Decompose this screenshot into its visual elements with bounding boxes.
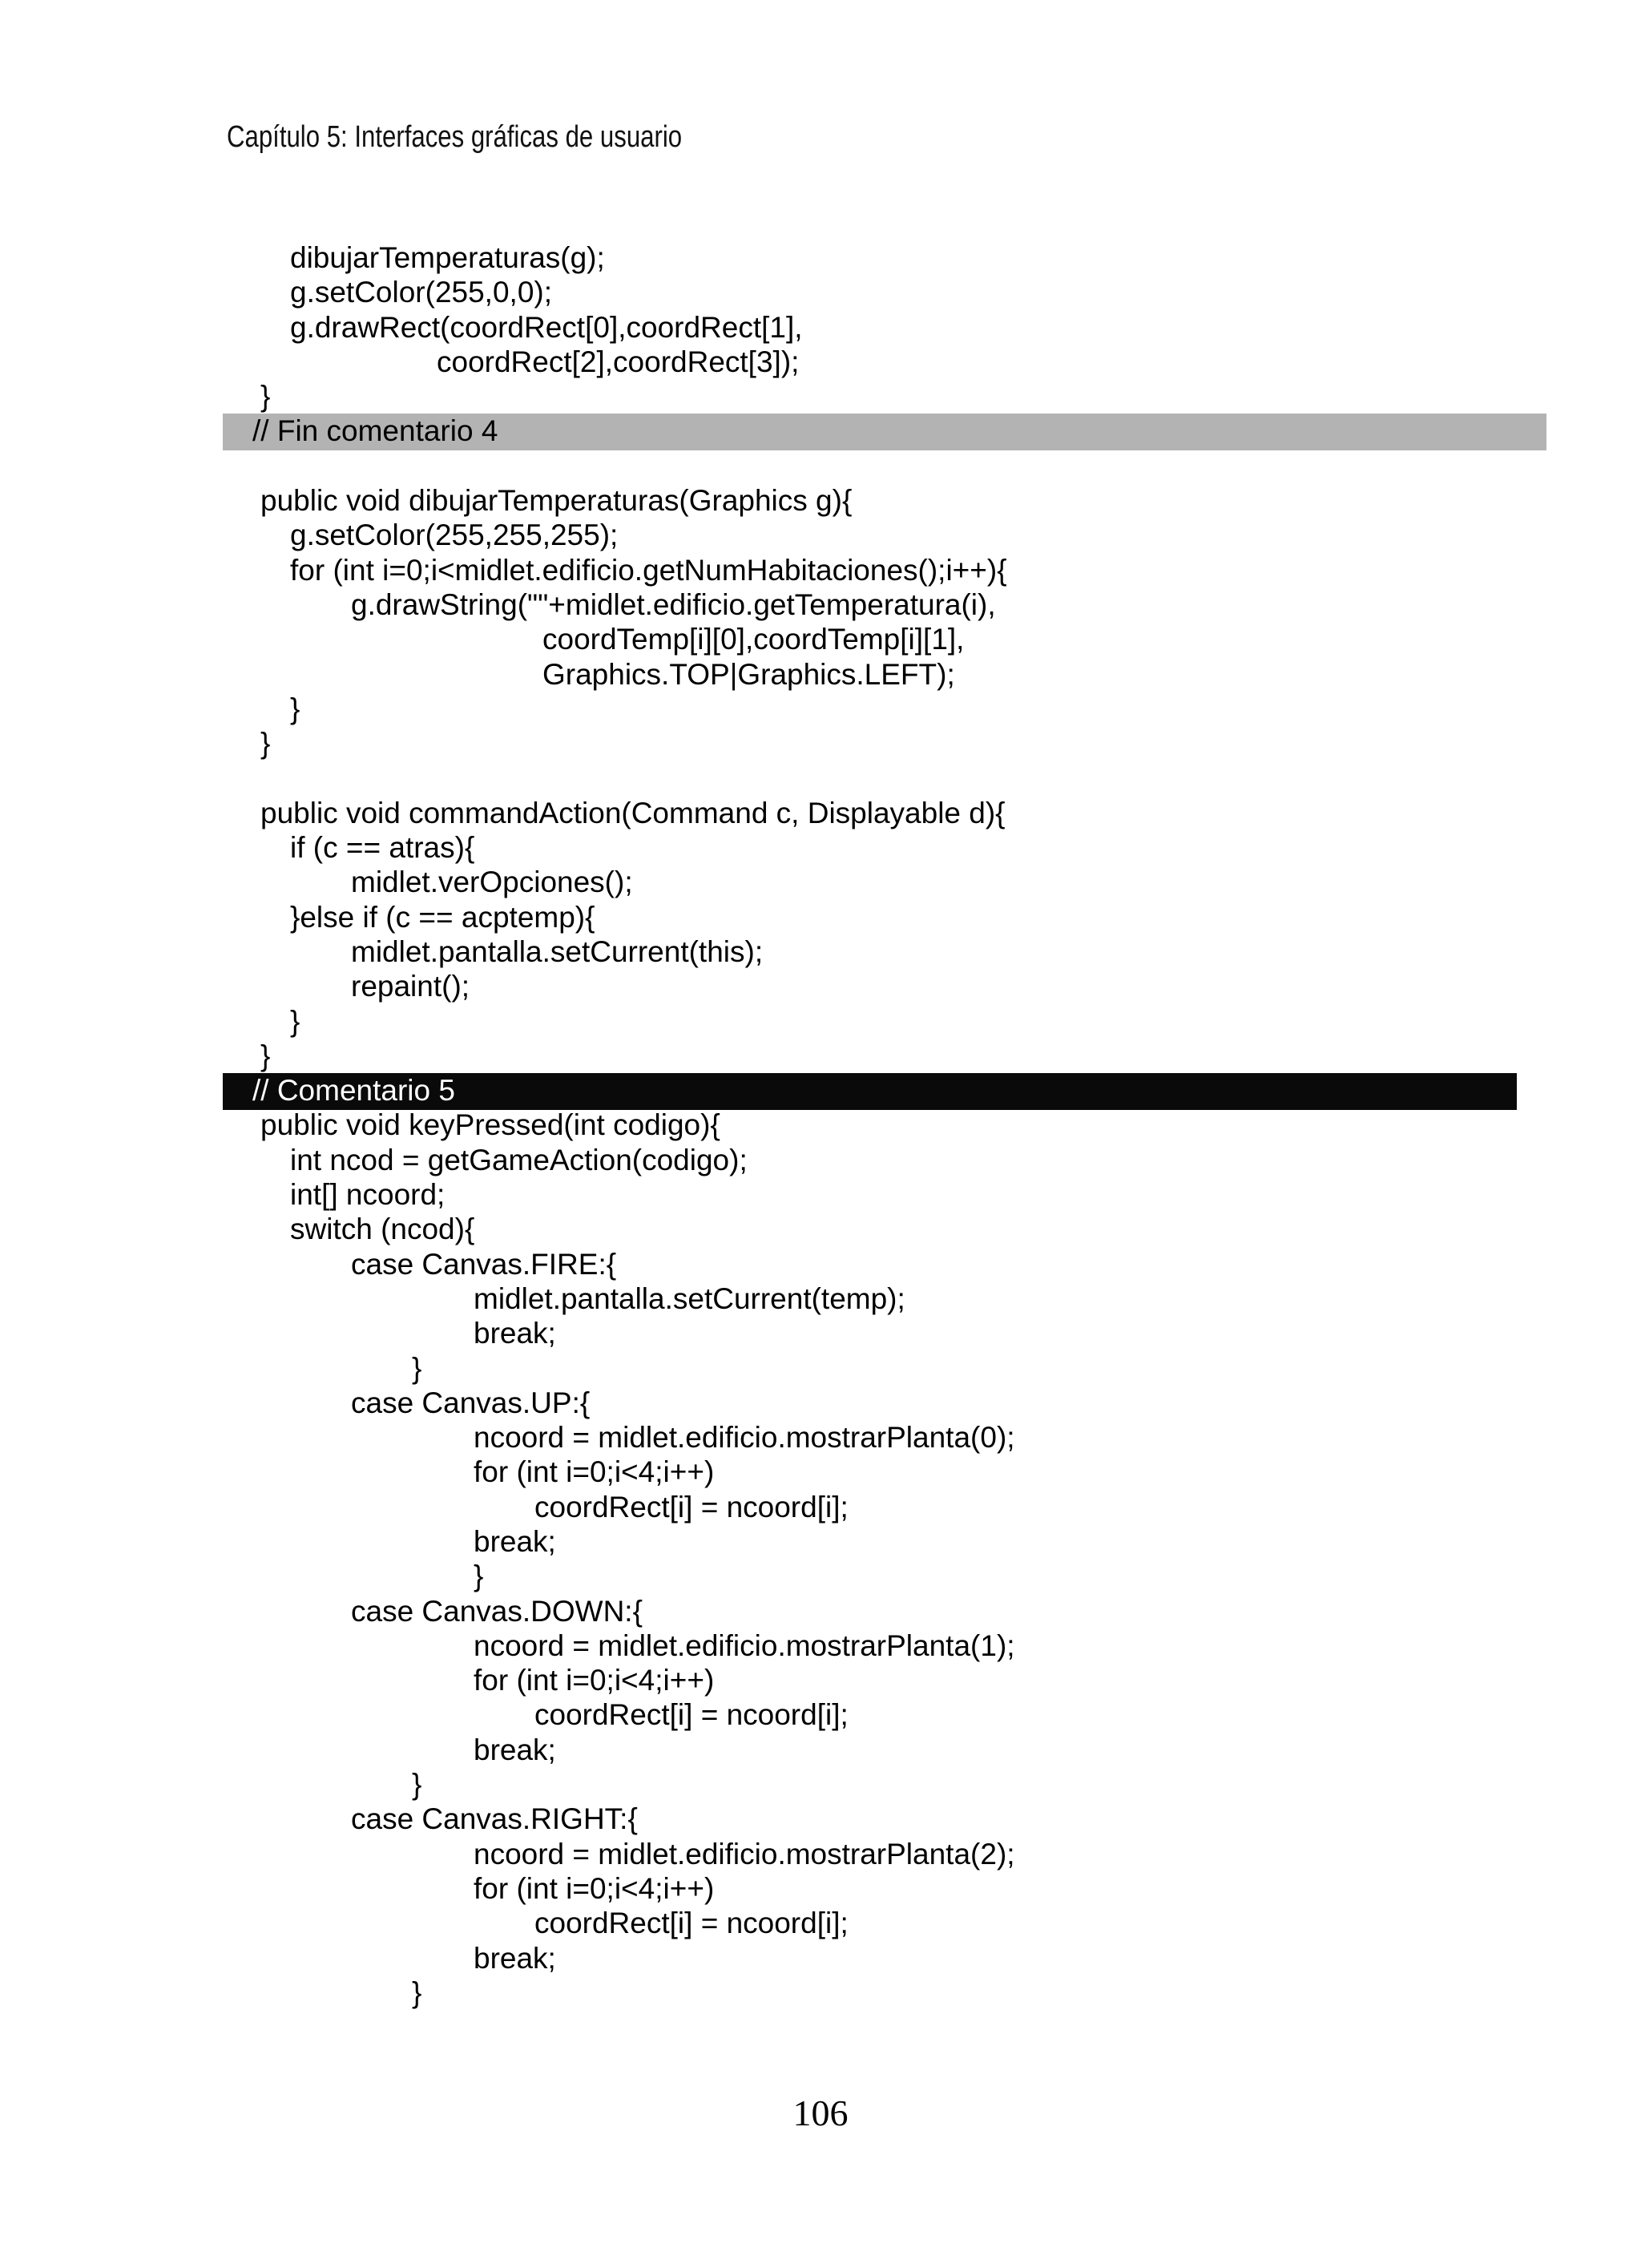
code-line: break; <box>474 1941 556 1975</box>
code-line: for (int i=0;i<4;i++) <box>474 1871 715 1905</box>
code-line: repaint(); <box>351 970 470 1003</box>
code-line: } <box>412 1975 422 2009</box>
code-line: midlet.pantalla.setCurrent(temp); <box>474 1281 905 1315</box>
code-line: ncoord = midlet.edificio.mostrarPlanta(0); <box>474 1421 1015 1455</box>
code-line: ncoord = midlet.edificio.mostrarPlanta(2); <box>474 1837 1015 1870</box>
code-line: case Canvas.RIGHT:{ <box>351 1802 638 1836</box>
code-line: } <box>290 1004 300 1038</box>
code-line: dibujarTemperaturas(g); <box>290 241 605 274</box>
code-line: } <box>290 692 300 725</box>
code-line: break; <box>474 1524 556 1558</box>
code-line: } <box>260 1039 271 1072</box>
chapter-header: Capítulo 5: Interfaces gráficas de usuario <box>227 120 683 154</box>
code-line: case Canvas.UP:{ <box>351 1386 591 1419</box>
code-line: coordRect[i] = ncoord[i]; <box>534 1698 849 1732</box>
page-number: 106 <box>792 2092 849 2133</box>
code-line: break; <box>474 1317 556 1350</box>
code-line: g.drawRect(coordRect[0],coordRect[1], <box>290 310 803 344</box>
code-line: if (c == atras){ <box>290 831 475 865</box>
code-line: g.setColor(255,255,255); <box>290 519 619 552</box>
code-line: coordTemp[i][0],coordTemp[i][1], <box>542 623 965 656</box>
code-line: case Canvas.DOWN:{ <box>351 1594 643 1628</box>
code-line: }else if (c == acptemp){ <box>290 900 595 934</box>
code-line: g.drawString(""+midlet.edificio.getTemperatura(i), <box>351 587 996 621</box>
code-line: } <box>260 380 271 414</box>
code-line: midlet.pantalla.setCurrent(this); <box>351 934 764 968</box>
code-line: switch (ncod){ <box>290 1213 475 1246</box>
code-line: } <box>412 1768 422 1802</box>
code-line: int ncod = getGameAction(codigo); <box>290 1143 748 1176</box>
code-line: break; <box>474 1733 556 1766</box>
code-line: public void commandAction(Command c, Displayable d){ <box>260 796 1006 829</box>
code-line: g.setColor(255,0,0); <box>290 276 553 309</box>
code-line: Graphics.TOP|Graphics.LEFT); <box>542 657 955 691</box>
code-line: } <box>474 1560 484 1593</box>
code-line: } <box>412 1351 422 1385</box>
code-line: ncoord = midlet.edificio.mostrarPlanta(1); <box>474 1628 1015 1662</box>
comment-band-end-4: // Fin comentario 4 <box>0 414 1641 448</box>
code-line: coordRect[i] = ncoord[i]; <box>534 1490 849 1523</box>
code-line: for (int i=0;i<4;i++) <box>474 1664 715 1697</box>
code-line: midlet.verOpciones(); <box>351 866 633 899</box>
code-line: public void dibujarTemperaturas(Graphics g){ <box>260 484 853 518</box>
code-line: for (int i=0;i<4;i++) <box>474 1455 715 1489</box>
code-line <box>0 449 1641 483</box>
code-line: } <box>260 727 271 761</box>
code-line: coordRect[2],coordRect[3]); <box>437 345 800 378</box>
code-line: public void keyPressed(int codigo){ <box>260 1108 720 1142</box>
code-line: case Canvas.FIRE:{ <box>351 1247 617 1281</box>
comment-band-5: // Comentario 5 <box>0 1073 1641 1108</box>
code-listing <box>0 240 1641 2010</box>
code-line: int[] ncoord; <box>290 1178 446 1212</box>
code-line: coordRect[i] = ncoord[i]; <box>534 1907 849 1940</box>
code-line <box>0 761 1641 795</box>
code-line: for (int i=0;i<midlet.edificio.getNumHabitaciones();i++){ <box>290 553 1007 587</box>
